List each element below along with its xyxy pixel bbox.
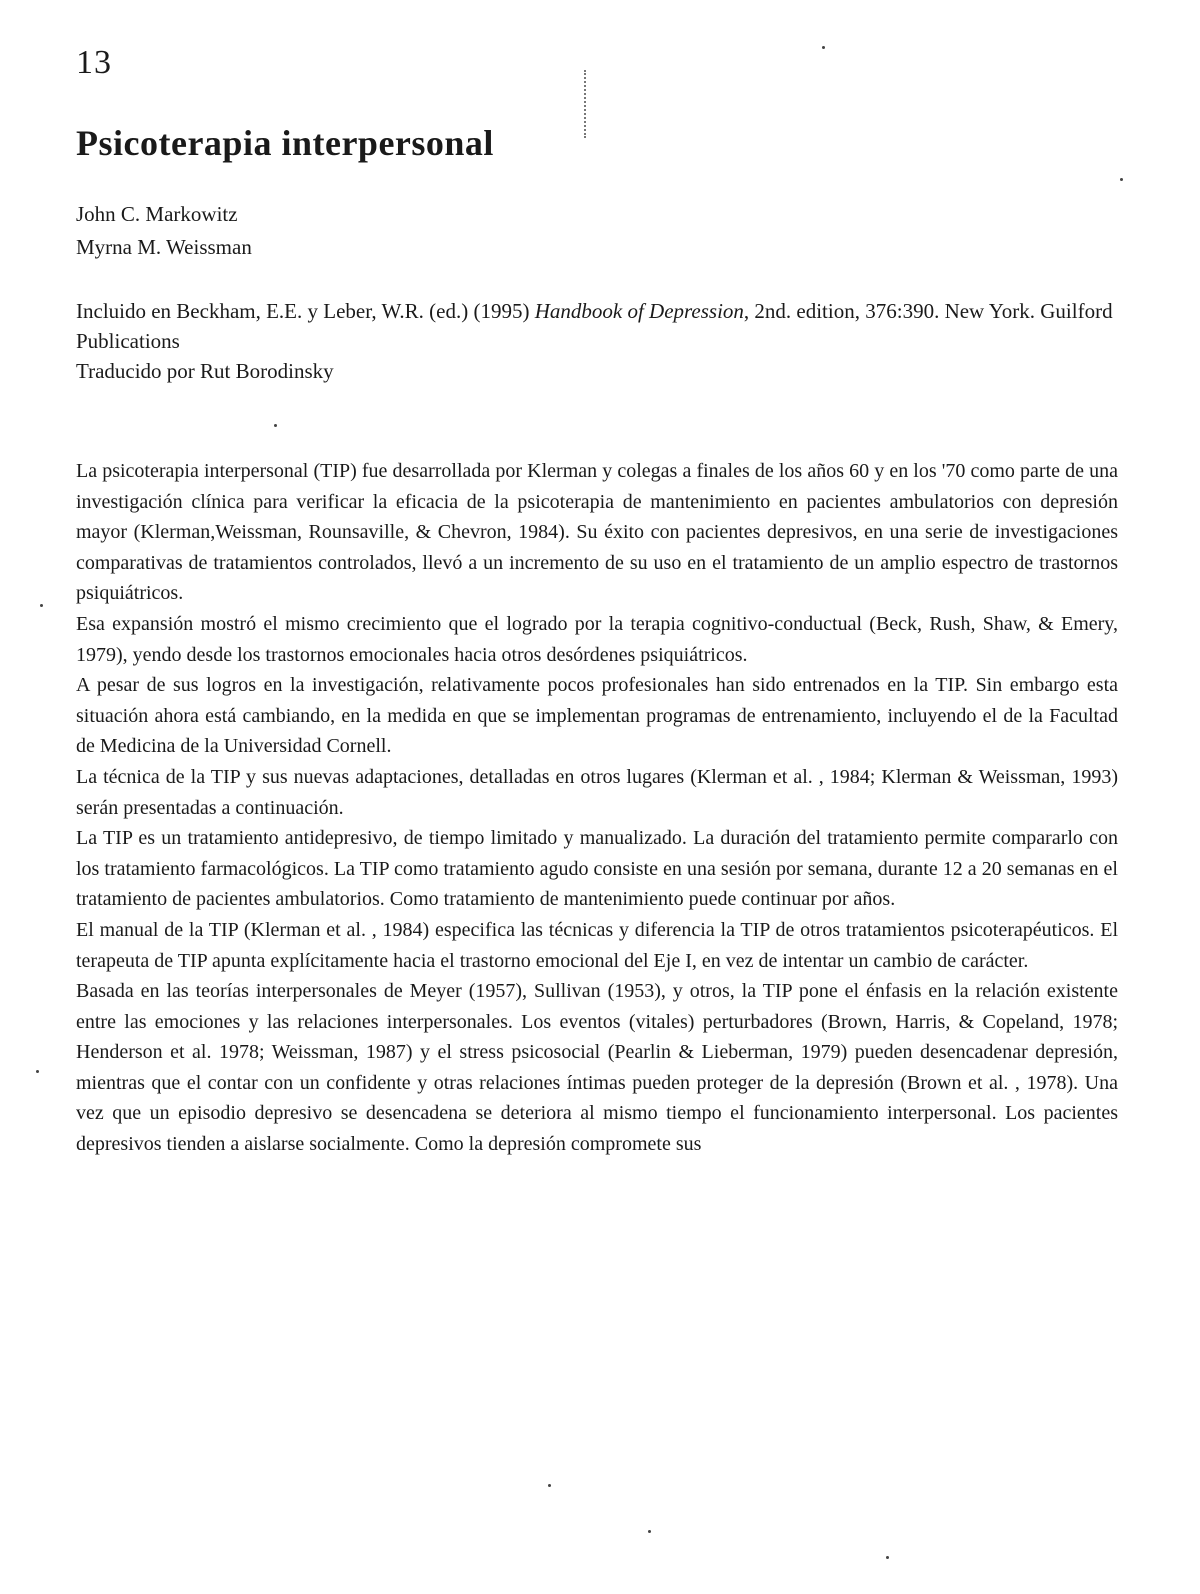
scan-speck: [36, 1070, 39, 1073]
body-text: [76, 456, 1118, 1160]
author-name: John C. Markowitz: [76, 202, 238, 226]
paragraph: La técnica de la TIP y sus nuevas adaptaciones, detalladas en otros lugares (Klerman et al. , 1984; Klerman & Weissman, 1993) serán presentadas a continuación.: [76, 765, 1118, 819]
paragraph: La TIP es un tratamiento antidepresivo, de tiempo limitado y manualizado. La duración del tratamiento permite compararlo con los tratamiento farmacológicos. La TIP como tratamiento agudo consiste en una sesión por semana, durante 12 a 20 semanas en el tratamiento de pacientes ambulatorios. Como tratamiento de mantenimiento puede continuar por años.: [76, 827, 1118, 911]
citation-suffix: , 2nd. edition, 376:390. New York. Guilford Publications: [76, 299, 1113, 353]
paragraph: Basada en las teorías interpersonales de Meyer (1957), Sullivan (1953), y otros, la TIP pone el énfasis en la relación existente entre las emociones y las relaciones interpersonales. Los eventos (vitales) perturbadores (Brown, Harris, & Copeland, 1978; Henderson et al. 1978; Weissman, 1987) y el stress psicosocial (Pearlin & Lieberman, 1979) pueden desencadenar depresión, mientras que el contar con un confidente y otras relaciones íntimas pueden proteger de la depresión (Brown et al. , 1978). Una vez que un episodio depresivo se desencadena se deteriora al mismo tiempo el funcionamiento interpersonal. Los pacientes depresivos tienden a aislarse socialmente. Como la depresión compromete sus: [76, 980, 1118, 1156]
chapter-title: Psicoterapia interpersonal: [76, 123, 494, 163]
translator-credit: Traducido por Rut Borodinsky: [76, 359, 334, 383]
paragraph: A pesar de sus logros en la investigación, relativamente pocos profesionales han sido entrenados en la TIP. Sin embargo esta situación ahora está cambiando, en la medida en que se implementan programas de entrenamiento, incluyendo el de la Facultad de Medicina de la Universidad Cornell.: [76, 674, 1118, 758]
scan-speck: [40, 604, 43, 607]
source-citation: [76, 296, 1200, 386]
author-list: [76, 198, 252, 264]
page-number: 13: [76, 44, 112, 81]
scan-speck: [886, 1556, 889, 1559]
paragraph: Esa expansión mostró el mismo crecimiento que el logrado por la terapia cognitivo-conductual (Beck, Rush, Shaw, & Emery, 1979), yendo desde los trastornos emocionales hacia otros desórdenes psiquiátricos.: [76, 612, 1118, 666]
citation-book-title: Handbook of Depression: [534, 299, 744, 323]
scan-margin-mark: [584, 70, 588, 138]
scan-speck: [274, 424, 277, 427]
scan-speck: [1120, 178, 1123, 181]
author-name: Myrna M. Weissman: [76, 235, 252, 259]
citation-line: [76, 296, 1200, 356]
scan-speck: [548, 1484, 551, 1487]
citation-prefix: Incluido en Beckham, E.E. y Leber, W.R. (ed.) (1995): [76, 299, 535, 323]
paragraph: El manual de la TIP (Klerman et al. , 1984) especifica las técnicas y diferencia la TIP de otros tratamientos psicoterapéuticos. El terapeuta de TIP apunta explícitamente hacia el trastorno emocional del Eje I, en vez de intentar un cambio de carácter.: [76, 918, 1118, 972]
scan-speck: [822, 46, 825, 49]
paragraph: La psicoterapia interpersonal (TIP) fue desarrollada por Klerman y colegas a finales de los años 60 y en los '70 como parte de una investigación clínica para verificar la eficacia de la psicoterapia de mantenimiento en pacientes ambulatorios con depresión mayor (Klerman,Weissman, Rounsaville, & Chevron, 1984). Su éxito con pacientes depresivos, en una serie de investigaciones comparativas de tratamientos controlados, llevó a un incremento de su uso en el tratamiento de un amplio espectro de trastornos psiquiátricos.: [76, 460, 1118, 605]
scan-speck: [648, 1530, 651, 1533]
